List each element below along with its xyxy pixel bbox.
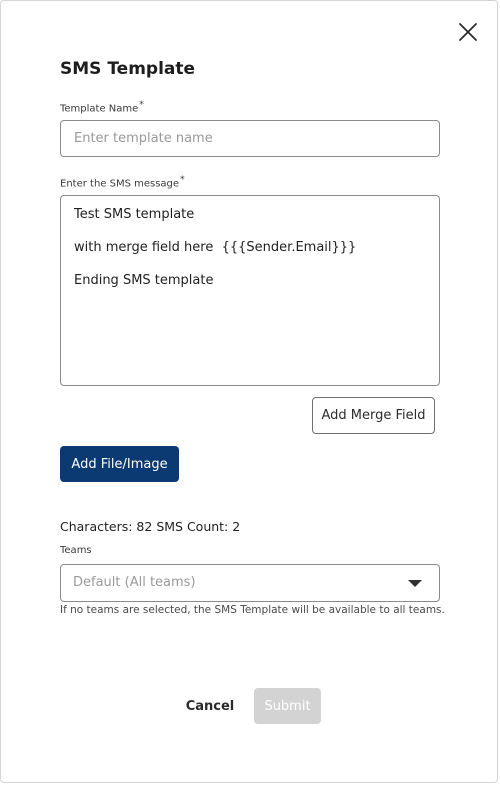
teams-helper-text: If no teams are selected, the SMS Template will be available to all teams. — [60, 604, 445, 616]
submit-button[interactable]: Submit — [254, 688, 321, 724]
sms-message-label-text: Enter the SMS message — [60, 178, 180, 190]
template-name-input[interactable] — [60, 120, 440, 157]
close-button[interactable] — [455, 19, 481, 45]
sms-count-value: 2 — [232, 519, 241, 534]
teams-selected-value: Default (All teams) — [73, 575, 196, 590]
add-merge-field-button[interactable]: Add Merge Field — [312, 397, 435, 434]
sms-message-label — [60, 175, 185, 189]
add-file-image-button[interactable]: Add File/Image — [60, 446, 179, 482]
teams-select[interactable] — [60, 564, 440, 602]
required-mark: * — [180, 175, 185, 185]
sms-count-label: SMS Count: — [156, 519, 229, 534]
chevron-down-icon[interactable] — [408, 580, 422, 587]
message-line: Ending SMS template — [74, 273, 214, 288]
close-icon[interactable] — [455, 19, 481, 45]
message-line: with merge field here {{{Sender.Email}}} — [74, 240, 357, 255]
characters-label: Characters: — [60, 519, 133, 534]
characters-value: 82 — [136, 519, 153, 534]
template-name-label — [60, 100, 144, 114]
teams-label: Teams — [60, 545, 92, 556]
message-line: Test SMS template — [74, 207, 195, 222]
template-name-label-text: Template Name — [60, 103, 139, 115]
required-mark: * — [139, 100, 144, 110]
dialog-title: SMS Template — [60, 59, 196, 79]
character-count — [60, 519, 240, 534]
sms-message-textarea[interactable] — [60, 195, 440, 386]
cancel-button[interactable]: Cancel — [179, 690, 241, 722]
